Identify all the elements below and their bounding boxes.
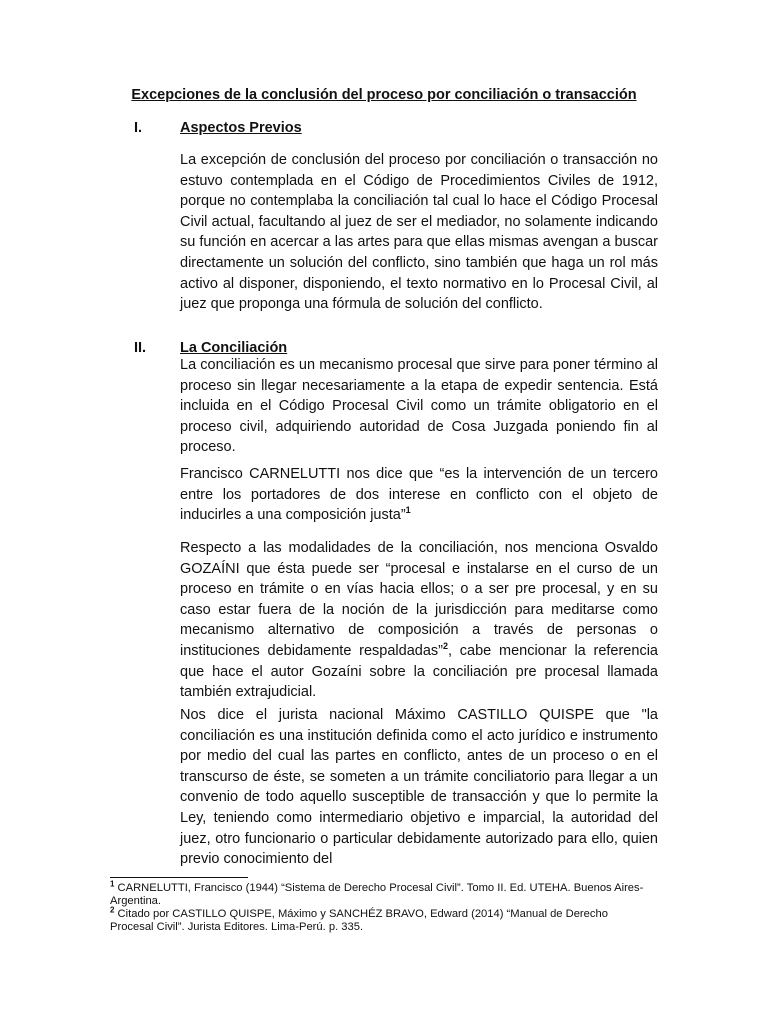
section-2-paragraph-3 xyxy=(180,538,658,703)
section-2-paragraph-4: Nos dice el jurista nacional Máximo CASTILLO QUISPE que "la conciliación es una institución definida como el acto jurídico e instrumento por medio del cual las partes en conflicto, antes de un proceso o en el transcurso de éste, se someten a un trámite conciliatorio para llegar a un convenio de todo aquello susceptible de transacción y que lo permite la Ley, teniendo como intermediario objetivo e imparcial, la autoridad del juez, otro funcionario o particular debidamente autorizado para ello, quien previo conocimiento del xyxy=(180,707,658,868)
footnote-2-text: Citado por CASTILLO QUISPE, Máximo y SANCHÉZ BRAVO, Edward (2014) “Manual de Derecho Procesal Civil”. Jurista Editores. Lima-Perú. p. 335. xyxy=(110,908,608,934)
footnote-2 xyxy=(110,905,650,934)
footnote-1-text: CARNELUTTI, Francisco (1944) “Sistema de Derecho Procesal Civil”. Tomo II. Ed. UTEHA. Buenos Aires-Argentina. xyxy=(110,882,644,908)
section-1-heading: Aspectos Previos xyxy=(180,120,302,136)
section-1-paragraph: La excepción de conclusión del proceso por conciliación o transacción no estuvo contemplada en el Código de Procedimientos Civiles de 1912, porque no contemplaba la conciliación tal cual lo hace el Código Procesal Civil actual, facultando al juez de ser el mediador, no solamente indicando su función en acercar a las artes para que ellas mismas avengan a buscar directamente un solución del conflicto, sino también que haga un rol más activo al disponer, disponiendo, el texto normativo en lo Procesal Civil, al juez que proponga una fórmula de solución del conflicto. xyxy=(180,152,658,313)
footnote-ref-2[interactable]: 2 xyxy=(442,641,448,652)
section-2-paragraph-1: La conciliación es un mecanismo procesal que sirve para poner término al proceso sin llegar necesariamente a la etapa de expedir sentencia. Está incluida en el Código Procesal Civil como un trámite obligatorio en el proceso civil, adquiriendo autoridad de Cosa Juzgada poniendo fin al proceso. xyxy=(180,357,658,456)
footnote-1-number: 1 xyxy=(110,879,115,889)
footnote-2-number: 2 xyxy=(110,905,115,915)
section-1-number: I. xyxy=(134,120,143,136)
paragraph-3-text-a: Respecto a las modalidades de la conciliación, nos menciona Osvaldo GOZAÍNI que ésta puede ser “procesal e instalarse en el curso de un proceso en trámite o en vías hacia ellos; o a ser pre procesal, y en su caso estar fuera de la noción de la jurisdicción para meditarse como mecanismo alternativo de composición a través de personas o instituciones debidamente respaldadas” xyxy=(180,540,658,659)
paragraph-3-text-b: , cabe mencionar la referencia que hace el autor Gozaíni sobre la conciliación pre procesal llamada también extrajudicial. xyxy=(180,642,658,701)
footnote-separator xyxy=(110,877,248,878)
section-2-number: II. xyxy=(134,340,147,356)
section-2-heading: La Conciliación xyxy=(180,340,288,356)
section-2-paragraph-2 xyxy=(180,464,658,526)
document-title: Excepciones de la conclusión del proceso por conciliación o transacción xyxy=(131,87,637,103)
footnote-1 xyxy=(110,879,650,908)
paragraph-2-text: Francisco CARNELUTTI nos dice que “es la intervención de un tercero entre los portadores de dos interese en conflicto con el objeto de inducirles a una composición justa” xyxy=(180,466,658,524)
footnote-ref-1[interactable]: 1 xyxy=(405,505,411,516)
